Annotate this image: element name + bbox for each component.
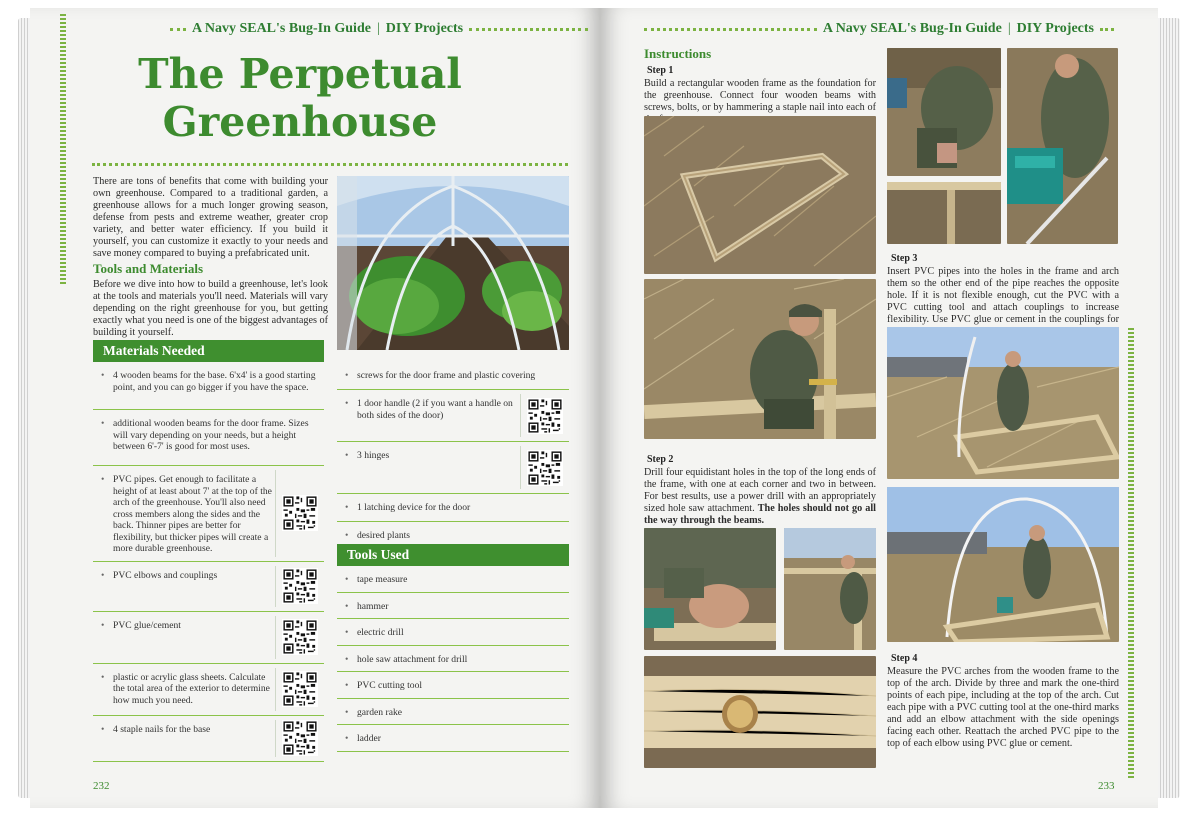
intro-paragraph: There are tons of benefits that come with building your own greenhouse. Compared to a traditional garden, a greenhouse allows for a much longer growing season, defense from pests and extreme weather, greater crop variety, and better water efficiency. If you build it yourself, you can customize it exactly to your needs and save money compared to buying a prefabricated unit. [93, 176, 328, 259]
step-1-label: Step 1 [647, 65, 674, 76]
list-item [93, 466, 324, 562]
list-item [337, 362, 569, 390]
step-2-photo-toolbox [1007, 48, 1118, 244]
list-item [337, 646, 569, 673]
step-1-photo-hammering [644, 279, 876, 439]
list-item-text: plastic or acrylic glass sheets. Calculate the total area of the exterior to determine how much you need. [113, 671, 270, 706]
list-item-text: PVC cutting tool [357, 680, 423, 691]
qr-code-icon[interactable] [282, 720, 318, 756]
right-page [600, 8, 1158, 808]
list-item [93, 716, 324, 762]
dotted-rule [469, 28, 588, 31]
dotted-rule [644, 28, 817, 31]
step-1-text: Build a rectangular wooden frame as the foundation for the greenhouse. Connect four wooden beams with screws, bolts, or by hammering a staple nail into each of [644, 78, 876, 113]
qr-code-icon[interactable] [527, 450, 563, 486]
running-head-book: A Navy SEAL's Bug-In Guide [822, 21, 1002, 36]
right-green-rail [1128, 328, 1134, 778]
running-head-separator: | [1007, 21, 1011, 36]
list-item [337, 619, 569, 646]
greenhouse-interior-photo [337, 176, 569, 350]
tools-materials-heading: Tools and Materials [93, 261, 204, 276]
list-item [337, 494, 569, 522]
running-head-book: A Navy SEAL's Bug-In Guide [192, 21, 371, 36]
list-item-text: hammer [357, 600, 389, 612]
step-2-photo-frame-corner [887, 182, 1001, 244]
list-item-text: screws for the door frame and plastic covering [357, 370, 536, 381]
list-item [337, 593, 569, 620]
tools-materials-paragraph: Before we dive into how to build a greenhouse, let's look at the tools and materials you'll need. Materials will vary depending on the right greenhouse for you, but getting exactly what you need is one of the biggest advantages of building it yourself. [93, 279, 328, 338]
list-item-text: additional wooden beams for the door frame. Sizes will vary depending on your needs, but a height between 6'-7' is good for most uses. [113, 418, 309, 452]
step-2-photo-kneeling [887, 48, 1001, 176]
list-item [93, 664, 324, 716]
step-2-text-regular: Drill four equidistant holes in the top of the long ends of the frame, with one at each corner and two in between. For best results, use a power drill with an appropriately sized hole saw attachment. [644, 467, 876, 514]
step-2-photo-drilled-hole [644, 656, 876, 768]
list-item [93, 562, 324, 612]
tools-list [337, 566, 569, 752]
materials-list-right [337, 362, 569, 549]
left-green-rail [60, 14, 66, 284]
list-item-text: 1 door handle (2 if you want a handle on both sides of the door) [357, 398, 513, 421]
materials-needed-heading: Materials Needed [93, 340, 324, 362]
list-item [337, 672, 569, 699]
list-item-text: 3 hinges [357, 450, 390, 461]
step-2-text [644, 467, 876, 527]
list-item-text: hole saw attachment for drill [357, 653, 468, 665]
title-dotted-rule [92, 163, 568, 166]
list-item-text: garden rake [357, 706, 403, 718]
step-2-photo-drilling [644, 528, 776, 650]
materials-list-left [93, 362, 324, 762]
left-page [30, 8, 600, 808]
running-head-separator: | [376, 21, 380, 36]
dotted-rule [170, 28, 186, 31]
qr-code-icon[interactable] [527, 398, 563, 434]
list-item [93, 612, 324, 664]
list-item-text: electric drill [357, 627, 404, 638]
step-3-text: Insert PVC pipes into the holes in the frame and arch them so the other end of the pipe reaches the opposite hole. If it is not flexible enough, cut the PVC with a PVC cutting tool and attach couplings to increase flexibility. Use PVC glue or cement in the couplings for [887, 266, 1119, 325]
list-item-text: 4 staple nails for the base [113, 723, 211, 735]
list-item [337, 442, 569, 494]
running-head-left [170, 20, 588, 38]
instructions-heading: Instructions [644, 46, 712, 61]
book-spread [18, 8, 1180, 808]
step-1-photo-frame [644, 116, 876, 274]
title-line-1: The Perpetual [138, 50, 462, 98]
running-head-section: DIY Projects [385, 21, 464, 36]
list-item [337, 699, 569, 726]
list-item [93, 410, 324, 466]
qr-code-icon[interactable] [282, 568, 318, 604]
list-item [337, 390, 569, 442]
list-item [337, 725, 569, 752]
step-3-photo-arch [887, 487, 1119, 642]
list-item-text: desired plants [357, 530, 411, 541]
list-item-text: 4 wooden beams for the base. 6'x4' is a good starting point, and you can go bigger if you have the space. [113, 370, 316, 393]
step-4-text: Measure the PVC arches from the wooden frame to the top of the arch. Divide by three and mark the one-third points of each pipe, including at the top of the arch. Cut each pipe with a PVC cutting tool at the one-third marks and add an elbow attachment with the side openings facing each other. Reattach the arched PVC pipe to the top of each elbow using PVC glue or cement. [887, 666, 1119, 749]
page-number-right: 233 [1098, 780, 1115, 792]
list-item [337, 566, 569, 593]
title-line-2: Greenhouse [162, 98, 438, 146]
page-number-left: 232 [93, 780, 110, 792]
running-head-right [644, 20, 1114, 38]
step-3-photo-bending-pipe [887, 327, 1119, 479]
step-2-label: Step 2 [647, 454, 674, 465]
list-item [93, 362, 324, 410]
tools-used-heading: Tools Used [337, 544, 569, 566]
dotted-rule [1100, 28, 1114, 31]
step-4-label: Step 4 [891, 653, 918, 664]
qr-code-icon[interactable] [282, 619, 318, 655]
running-head-section: DIY Projects [1016, 21, 1094, 36]
step-2-text-bold: The holes should not go all the way through the beams. [644, 503, 876, 526]
qr-code-icon[interactable] [282, 495, 318, 531]
page-title [70, 50, 530, 146]
list-item-text: 1 latching device for the door [357, 502, 471, 513]
page-edges-right [1158, 18, 1180, 798]
list-item-text: PVC glue/cement [113, 619, 181, 631]
list-item-text: tape measure [357, 574, 408, 585]
step-3-label: Step 3 [891, 253, 918, 264]
qr-code-icon[interactable] [282, 671, 318, 707]
list-item-text: PVC elbows and couplings [113, 569, 218, 581]
step-2-photo-measuring [784, 528, 876, 650]
list-item-text: PVC pipes. Get enough to facilitate a height of at least about 7' at the top of the arch of the greenhouse. You'll also need cross members along the sides and the back. Thinner pipes are better for flexibility, but thicker pipes will create a more durable greenhouse. [113, 474, 272, 554]
list-item-text: ladder [357, 733, 381, 744]
